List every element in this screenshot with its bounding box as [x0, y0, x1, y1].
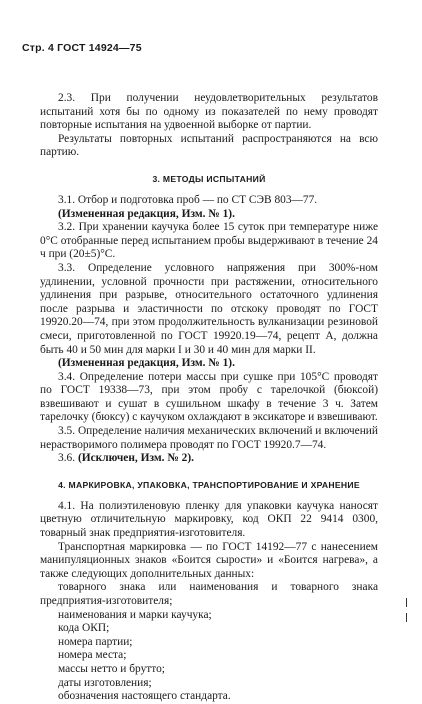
paragraph-4-1: 4.1. На полиэтиленовую пленку для упаковки каучука наносят цветную отличительную маркировку, код ОКП 22 9414 0300, товарный знак предприятия-изготовителя. [40, 499, 378, 540]
paragraph-3-6-number: 3.6. [58, 452, 78, 465]
paragraph-3-6 [40, 452, 378, 466]
list-item: номера партии; [58, 635, 133, 648]
list-item: обозначения настоящего стандарта. [58, 690, 231, 703]
section-3-title: 3. МЕТОДЫ ИСПЫТАНИЙ [152, 173, 266, 184]
list-item: массы нетто и брутто; [58, 662, 165, 675]
list-item: номера места; [58, 649, 127, 662]
margin-mark [406, 598, 407, 607]
paragraph-3-5: 3.5. Определение наличия механических включений и включений нерастворимого полимера проводят по ГОСТ 19920.7—74. [40, 425, 378, 451]
list-item: даты изготовления; [58, 676, 152, 689]
paragraph-2-3-results: Результаты повторных испытаний распространяются на всю партию. [40, 132, 378, 159]
list-item: товарного знака или наименования и товарного знака предприятия-изготовителя; [40, 581, 378, 607]
list-item: кода ОКП; [58, 622, 110, 635]
paragraph-3-1: 3.1. Отбор и подготовка проб — по СТ СЭВ 803—77. [58, 193, 318, 206]
page-content [40, 92, 378, 704]
paragraph-3-4: 3.4. Определение потери массы при сушке при 105°С проводят по ГОСТ 19338—73, при этом пробу с тарелочкой (бюксой) взвешивают и сушат в сушильном шкафу в течение 3 ч. Затем тарелочку (бюксу) с каучуком охлаждают в эксикаторе и взвешивают. [40, 370, 378, 424]
page-header: Стр. 4 ГОСТ 14924—75 [22, 42, 142, 54]
paragraph-3-2: 3.2. При хранении каучука более 15 суток при температуре ниже 0°С отобранные перед испытанием пробы выдерживают в течение 24 ч при (20±5)°С. [40, 221, 378, 261]
paragraph-2-3: 2.3. При получении неудовлетворительных результатов испытаний хотя бы по одному из показателей по нему проводят повторные испытания на удвоенной выборке от партии. [40, 92, 378, 132]
list-item: наименования и марки каучука; [58, 608, 212, 621]
amendment-note-3-1: (Измененная редакция, Изм. № 1). [58, 207, 235, 220]
paragraph-transport-marking: Транспортная маркировка — по ГОСТ 14192—77 с нанесением манипуляционных знаков «Боится сырости» и «Боится нагрева», а также следующих дополнительных данных: [40, 540, 378, 580]
marking-data-list [40, 581, 378, 703]
margin-marks [403, 598, 409, 622]
paragraph-3-3: 3.3. Определение условного напряжения при 300%-ном удлинении, условной прочности при растяжении, относительного удлинения при разрыве, относительного остаточного удлинения после разрыва и эластичности по отскоку проводят по ГОСТ 19920.20—74, при этом продолжительность вулканизации резиновой смеси, приготовленной по ГОСТ 19920.19—74, рецепт А, должна быть 40 и 50 мин для марки I и 30 и 40 мин для марки II. [40, 261, 378, 356]
paragraph-3-6-excluded-note: (Исключен, Изм. № 2). [77, 452, 194, 465]
margin-mark [406, 613, 407, 622]
amendment-note-3-3: (Измененная редакция, Изм. № 1). [58, 357, 235, 370]
section-4-title: 4. МАРКИРОВКА, УПАКОВКА, ТРАНСПОРТИРОВАНИЕ И ХРАНЕНИЕ [58, 479, 360, 490]
